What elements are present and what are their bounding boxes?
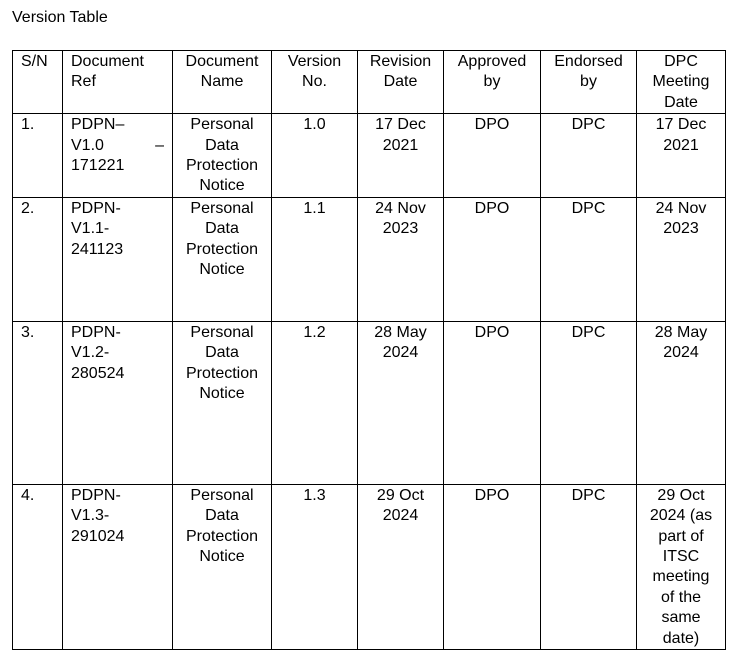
cell-sn: 1. — [13, 114, 63, 198]
ref-line-2: V1.1- — [71, 220, 110, 238]
cell-endorsed-by: DPC — [541, 321, 637, 484]
ref-version: V1.0 — [71, 136, 104, 154]
ref-line-1: PDPN– — [71, 116, 125, 134]
cell-endorsed-by: DPC — [541, 484, 637, 649]
ref-line-2: V1.3- — [71, 507, 110, 525]
table-row — [13, 321, 726, 484]
cell-document-name: Personal Data Protection Notice — [173, 197, 272, 321]
cell-version-no: 1.2 — [272, 321, 358, 484]
cell-dpc-meeting-date: 28 May 2024 — [637, 321, 726, 484]
cell-document-name: Personal Data Protection Notice — [173, 321, 272, 484]
cell-revision-date: 24 Nov 2023 — [358, 197, 444, 321]
ref-line-3: 241123 — [71, 240, 124, 258]
cell-document-ref — [63, 114, 173, 198]
ref-dash: – — [155, 136, 164, 154]
table-row — [13, 484, 726, 649]
cell-document-ref — [63, 321, 173, 484]
ref-line-3: 291024 — [71, 527, 125, 545]
cell-revision-date: 28 May 2024 — [358, 321, 444, 484]
table-header-row — [13, 51, 726, 114]
table-row — [13, 197, 726, 321]
cell-version-no: 1.0 — [272, 114, 358, 198]
cell-endorsed-by: DPC — [541, 114, 637, 198]
cell-sn: 3. — [13, 321, 63, 484]
cell-document-ref — [63, 484, 173, 649]
version-table — [12, 50, 726, 650]
header-dpc-meeting-date: DPC Meeting Date — [637, 51, 726, 114]
ref-line-2 — [71, 136, 164, 156]
header-revision-date: Revision Date — [358, 51, 444, 114]
ref-line-3: 171221 — [71, 157, 125, 175]
ref-line-1: PDPN- — [71, 486, 121, 504]
cell-approved-by: DPO — [444, 197, 541, 321]
cell-dpc-meeting-date: 29 Oct 2024 (as part of ITSC meeting of the same date) — [637, 484, 726, 649]
cell-version-no: 1.3 — [272, 484, 358, 649]
cell-revision-date: 17 Dec 2021 — [358, 114, 444, 198]
cell-document-name: Personal Data Protection Notice — [173, 484, 272, 649]
cell-document-ref — [63, 197, 173, 321]
cell-version-no: 1.1 — [272, 197, 358, 321]
cell-endorsed-by: DPC — [541, 197, 637, 321]
page-title: Version Table — [12, 9, 108, 26]
header-document-ref: Document Ref — [63, 51, 173, 114]
cell-sn: 2. — [13, 197, 63, 321]
ref-line-1: PDPN- — [71, 323, 121, 341]
cell-sn: 4. — [13, 484, 63, 649]
cell-approved-by: DPO — [444, 484, 541, 649]
cell-revision-date: 29 Oct 2024 — [358, 484, 444, 649]
header-version-no: Version No. — [272, 51, 358, 114]
table-row — [13, 114, 726, 198]
ref-line-3: 280524 — [71, 364, 125, 382]
header-sn: S/N — [13, 51, 63, 114]
cell-dpc-meeting-date: 24 Nov 2023 — [637, 197, 726, 321]
ref-line-2: V1.2- — [71, 344, 110, 362]
cell-approved-by: DPO — [444, 321, 541, 484]
header-endorsed-by: Endorsed by — [541, 51, 637, 114]
cell-document-name: Personal Data Protection Notice — [173, 114, 272, 198]
ref-line-1: PDPN- — [71, 199, 121, 217]
header-approved-by: Approved by — [444, 51, 541, 114]
header-document-name: Document Name — [173, 51, 272, 114]
cell-dpc-meeting-date: 17 Dec 2021 — [637, 114, 726, 198]
cell-approved-by: DPO — [444, 114, 541, 198]
